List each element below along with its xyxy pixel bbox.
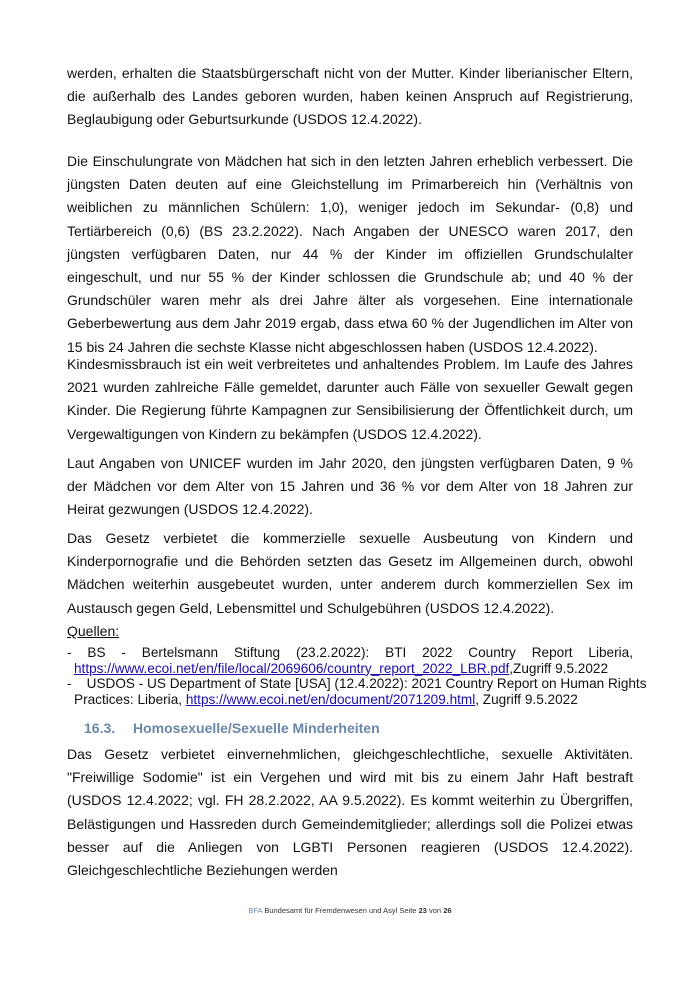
paragraph-exploitation: Das Gesetz verbietet die kommerzielle sexuelle Ausbeutung von Kindern und Kinderpornografie und die Behörden setzten das Gesetz im Allgemeinen durch, obwohl Mädchen weiterhin ausgebeutet wurden, unter anderem durch kommerziellen Sex im Austausch gegen Geld, Lebensmittel und Schulgebühren (USDOS 12.4.2022). xyxy=(67,530,633,616)
footer-brand: BFA xyxy=(248,906,263,915)
sources-list xyxy=(67,645,647,707)
source-item-usdos: - USDOS - US Department of State [USA] (12.4.2022): 2021 Country Report on Human Rights Practices: Liberia, https://www.ecoi.net/en/document/2071209.html, Zugriff 9.5.2022 xyxy=(67,676,647,707)
page-number: 23 xyxy=(418,906,427,915)
source-link-usdos[interactable]: https://www.ecoi.net/en/document/2071209.html xyxy=(185,691,476,707)
page-footer: BFA Bundesamt für Fremdenwesen und Asyl Seite 23 von 26 xyxy=(248,906,452,915)
section-title: Homosexuelle/Sexuelle Minderheiten xyxy=(133,720,380,736)
paragraph-education: Die Einschulungrate von Mädchen hat sich in den letzten Jahren erheblich verbessert. Die jüngsten Daten deuten auf eine Gleichstellung im Primarbereich hin (Verhältnis von weiblichen zu männlichen Schülern: 1,0), weniger jedoch im Sekundar- (0,8) und Tertiärbereich (0,6) (BS 23.2.2022). Nach Angaben der UNESCO waren 2017, den jüngsten verfügbaren Daten, nur 44 % der Kinder im offiziellen Grundschulalter eingeschult, und nur 55 % der Kinder schlossen die Grundschule ab; und 40 % der Grundschüler waren mehr als drei Jahre älter als vorgesehen. Eine internationale Geberbewertung aus dem Jahr 2019 ergab, dass etwa 60 % der Jugendlichen im Alter von 15 bis 24 Jahren die sechste Klasse nicht abgeschlossen haben (USDOS 12.4.2022). xyxy=(67,153,633,355)
sources-heading: Quellen: xyxy=(67,623,120,639)
section-number: 16.3. xyxy=(84,720,116,736)
paragraph-child-marriage: Laut Angaben von UNICEF wurden im Jahr 2020, den jüngsten verfügbaren Daten, 9 % der Mädchen vor dem Alter von 15 Jahren und 36 % vor dem Alter von 18 Jahren zur Heirat gezwungen (USDOS 12.4.2022). xyxy=(67,455,633,518)
paragraph-citizenship: werden, erhalten die Staatsbürgerschaft nicht von der Mutter. Kinder liberianischer Eltern, die außerhalb des Landes geboren wurden, haben keinen Anspruch auf Registrierung, Beglaubigung oder Geburtsurkunde (USDOS 12.4.2022). xyxy=(67,65,633,128)
source-link-bs[interactable]: https://www.ecoi.net/en/file/local/2069606/country_report_2022_LBR.pdf xyxy=(74,660,510,676)
source-item-bs: - BS - Bertelsmann Stiftung (23.2.2022): BTI 2022 Country Report Liberia, https://www.ecoi.net/en/file/local/2069606/country_report_2022_LBR.pdf,Zugriff 9.5.2022 xyxy=(67,645,633,676)
paragraph-child-abuse: Kindesmissbrauch ist ein weit verbreitetes und anhaltendes Problem. Im Laufe des Jahres 2021 wurden zahlreiche Fälle gemeldet, darunter auch Fälle von sexueller Gewalt gegen Kinder. Die Regierung führte Kampagnen zur Sensibilisierung der Öffentlichkeit durch, um Vergewaltigungen von Kindern zu bekämpfen (USDOS 12.4.2022). xyxy=(67,356,633,442)
page-total: 26 xyxy=(443,906,452,915)
section-heading xyxy=(84,720,380,736)
paragraph-lgbti: Das Gesetz verbietet einvernehmlichen, gleichgeschlechtliche, sexuelle Aktivitäten. "Freiwillige Sodomie" ist ein Vergehen und wird mit bis zu einem Jahr Haft bestraft (USDOS 12.4.2022; vgl. FH 28.2.2022, AA 9.5.2022). Es kommt weiterhin zu Übergriffen, Belästigungen und Hassreden durch Gemeindemitglieder; allerdings soll die Polizei etwas besser auf die Anliegen von LGBTI Personen reagieren (USDOS 12.4.2022). Gleichgeschlechtliche Beziehungen werden xyxy=(67,746,633,879)
